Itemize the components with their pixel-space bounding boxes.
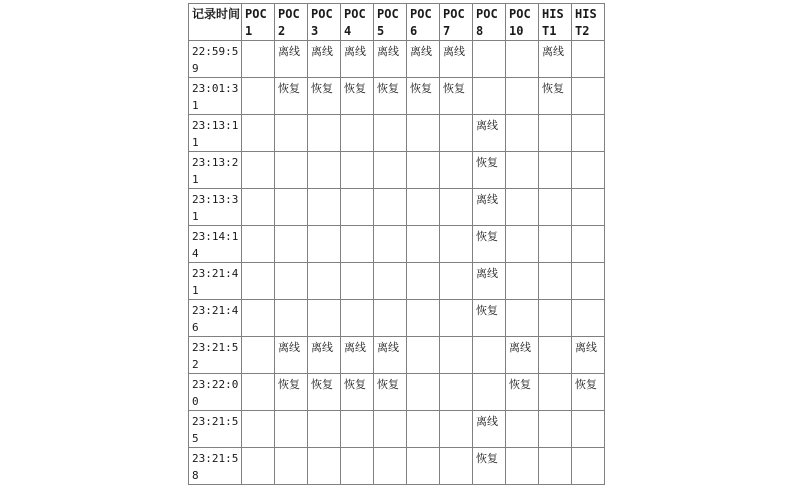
column-header: POC 8 [473,4,506,41]
status-cell: 恢复 [308,78,341,115]
status-cell [407,263,440,300]
status-cell: 恢复 [473,226,506,263]
status-cell [572,300,605,337]
status-cell [440,226,473,263]
status-cell: 恢复 [440,78,473,115]
time-cell: 22:59:59 [189,41,242,78]
table-row [189,152,605,189]
status-cell [440,152,473,189]
status-cell: 恢复 [308,374,341,411]
status-cell [242,152,275,189]
status-cell: 离线 [341,337,374,374]
status-cell: 恢复 [407,78,440,115]
status-cell: 恢复 [473,152,506,189]
status-cell [440,448,473,485]
status-cell [242,115,275,152]
table-row [189,263,605,300]
column-header: HIS T1 [539,4,572,41]
status-cell: 离线 [308,337,341,374]
table-row [189,189,605,226]
status-cell: 恢复 [275,374,308,411]
status-cell: 离线 [473,263,506,300]
column-header: POC 5 [374,4,407,41]
status-cell [275,226,308,263]
status-cell: 离线 [506,337,539,374]
status-cell [308,448,341,485]
time-cell: 23:14:14 [189,226,242,263]
status-cell [407,115,440,152]
status-cell: 离线 [473,189,506,226]
column-header: POC 3 [308,4,341,41]
status-cell: 离线 [341,41,374,78]
status-cell [242,411,275,448]
status-cell [374,115,407,152]
status-cell [539,152,572,189]
table-row [189,226,605,263]
status-cell [308,263,341,300]
status-cell [506,152,539,189]
status-cell [506,189,539,226]
table-row [189,41,605,78]
device-status-log-table [188,3,605,485]
status-cell: 离线 [275,337,308,374]
status-cell [341,189,374,226]
status-cell [374,300,407,337]
status-cell [308,189,341,226]
status-cell: 离线 [572,337,605,374]
status-cell: 离线 [308,41,341,78]
status-cell [308,226,341,263]
status-cell [275,115,308,152]
time-cell: 23:21:52 [189,337,242,374]
status-cell [572,411,605,448]
time-column-header: 记录时间 [189,4,242,41]
time-cell: 23:01:31 [189,78,242,115]
status-cell [506,226,539,263]
status-cell [242,448,275,485]
status-cell: 恢复 [473,448,506,485]
table-row [189,374,605,411]
status-cell [275,263,308,300]
table-row [189,300,605,337]
status-cell [572,41,605,78]
status-cell: 恢复 [341,78,374,115]
status-cell [242,41,275,78]
status-cell [407,189,440,226]
status-cell [407,411,440,448]
status-cell [506,448,539,485]
status-cell [539,189,572,226]
status-cell [341,263,374,300]
status-cell: 恢复 [275,78,308,115]
status-cell [341,152,374,189]
status-cell [407,448,440,485]
table-row [189,78,605,115]
time-cell: 23:21:46 [189,300,242,337]
status-cell [341,115,374,152]
status-cell [407,300,440,337]
status-cell [539,300,572,337]
status-cell [539,263,572,300]
status-cell [341,411,374,448]
status-cell [341,226,374,263]
status-cell [506,78,539,115]
status-cell: 恢复 [539,78,572,115]
header-row [189,4,605,41]
table-row [189,337,605,374]
time-cell: 23:21:55 [189,411,242,448]
status-cell [308,300,341,337]
status-cell: 恢复 [374,78,407,115]
time-cell: 23:21:58 [189,448,242,485]
status-cell [407,337,440,374]
status-cell [275,300,308,337]
status-cell [440,189,473,226]
table-row [189,448,605,485]
status-cell [539,337,572,374]
status-cell [341,448,374,485]
status-cell [506,115,539,152]
status-cell [374,152,407,189]
status-cell [242,300,275,337]
status-cell [407,226,440,263]
table-row [189,411,605,448]
status-cell: 恢复 [374,374,407,411]
column-header: POC 2 [275,4,308,41]
status-cell [572,189,605,226]
status-cell [506,300,539,337]
status-cell [242,374,275,411]
status-cell [506,411,539,448]
status-cell: 离线 [473,115,506,152]
column-header: POC 6 [407,4,440,41]
status-cell [440,411,473,448]
column-header: HIS T2 [572,4,605,41]
status-cell [440,263,473,300]
status-cell: 恢复 [506,374,539,411]
column-header: POC 1 [242,4,275,41]
status-cell [539,374,572,411]
status-cell: 离线 [275,41,308,78]
status-cell: 离线 [374,41,407,78]
status-cell [539,411,572,448]
status-cell [275,152,308,189]
status-cell: 离线 [473,411,506,448]
status-cell [275,189,308,226]
time-cell: 23:21:41 [189,263,242,300]
status-cell: 离线 [374,337,407,374]
column-header: POC 7 [440,4,473,41]
status-cell: 恢复 [473,300,506,337]
time-cell: 23:13:31 [189,189,242,226]
status-cell [242,263,275,300]
status-cell [242,337,275,374]
status-cell [341,300,374,337]
status-cell [572,78,605,115]
status-cell [539,226,572,263]
status-cell [572,115,605,152]
status-cell [308,152,341,189]
status-cell [374,448,407,485]
status-cell [506,41,539,78]
column-header: POC 4 [341,4,374,41]
status-cell [440,337,473,374]
status-cell [473,337,506,374]
status-cell [374,226,407,263]
status-cell [440,115,473,152]
status-cell [539,115,572,152]
status-cell [374,411,407,448]
status-cell [407,374,440,411]
status-cell [308,115,341,152]
table-body [189,41,605,485]
status-cell [473,41,506,78]
status-cell [572,448,605,485]
status-cell [308,411,341,448]
status-cell [572,226,605,263]
time-cell: 23:22:00 [189,374,242,411]
status-cell [506,263,539,300]
status-cell [539,448,572,485]
status-cell [440,374,473,411]
status-cell: 离线 [407,41,440,78]
time-cell: 23:13:21 [189,152,242,189]
status-cell [275,411,308,448]
column-header: POC 10 [506,4,539,41]
status-cell: 离线 [539,41,572,78]
status-cell [275,448,308,485]
status-cell [473,78,506,115]
status-cell: 恢复 [341,374,374,411]
status-cell [572,263,605,300]
status-cell [374,263,407,300]
status-cell [407,152,440,189]
table-row [189,115,605,152]
status-cell [242,226,275,263]
status-cell [242,189,275,226]
status-cell [473,374,506,411]
status-cell [440,300,473,337]
status-cell: 离线 [440,41,473,78]
status-cell [242,78,275,115]
time-cell: 23:13:11 [189,115,242,152]
status-cell [374,189,407,226]
status-cell: 恢复 [572,374,605,411]
status-cell [572,152,605,189]
